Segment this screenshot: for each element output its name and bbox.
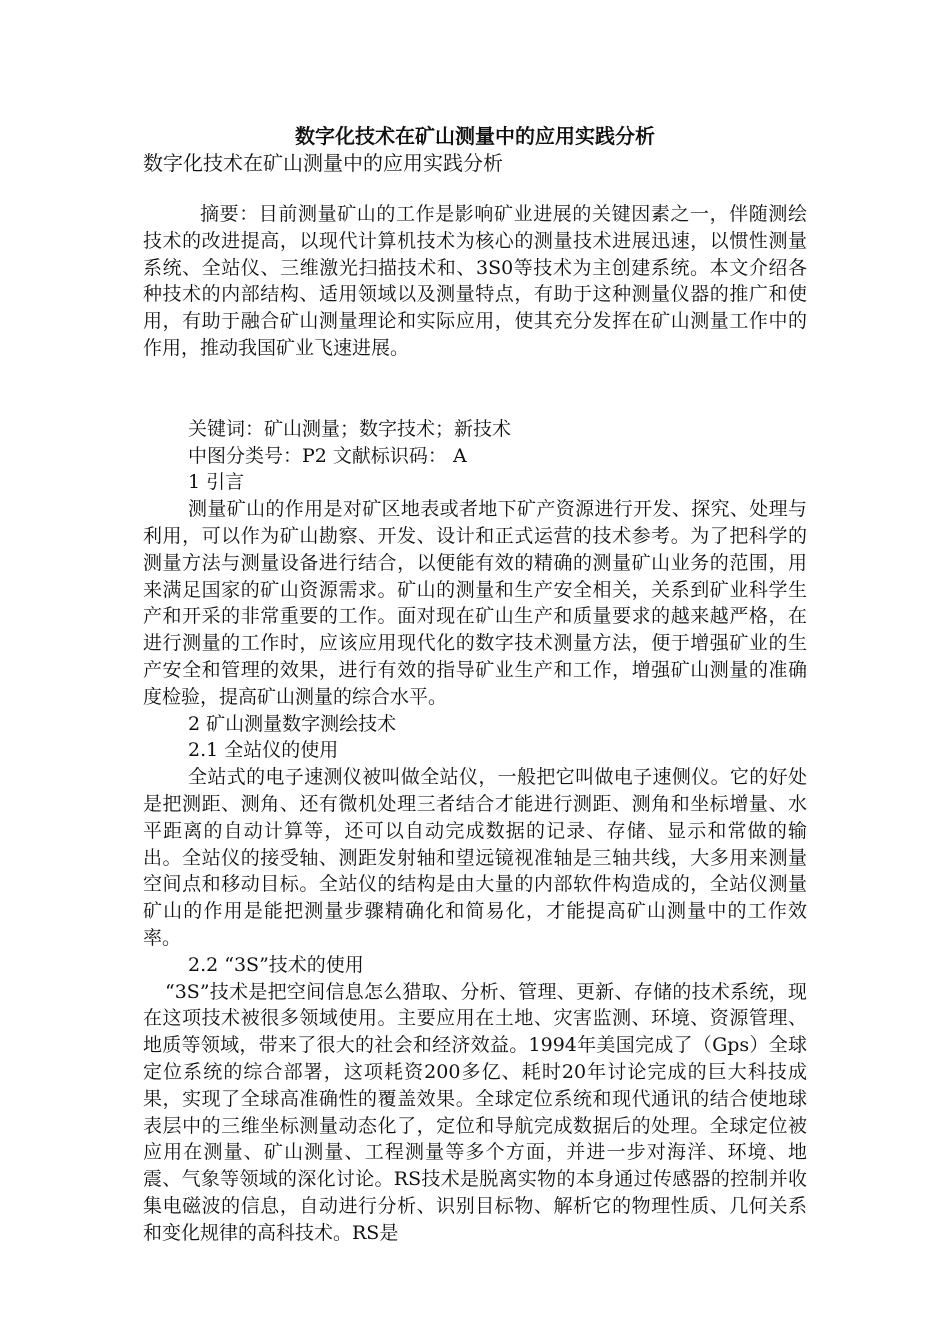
subsection-heading: 2.1 全站仪的使用: [188, 739, 339, 762]
keywords-line: 关键词：矿山测量；数字技术；新技术: [188, 417, 512, 440]
section-heading: 1 引言: [188, 471, 245, 494]
body-paragraph: 测量矿山的作用是对矿区地表或者地下矿产资源进行开发、探究、处理与利用，可以作为矿山勘察、开发、设计和正式运营的技术参考。为了把科学的测量方法与测量设备进行结合，以便能有效的精确的测量矿山业务的范围，用来满足国家的矿山资源需求。矿山的测量和生产安全相关，关系到矿业科学生产和开采的非常重要的工作。面对现在矿山生产和质量要求的越来越严格，在进行测量的工作时，应该应用现代化的数字技术测量方法，便于增强矿业的生产安全和管理的效果，进行有效的指导矿业生产和工作，增强矿山测量的准确度检验，提高矿山测量的综合水平。: [143, 498, 807, 708]
body-paragraph: “3S”技术是把空间信息怎么猎取、分析、管理、更新、存储的技术系统，现在这项技术被很多领域使用。主要应用在土地、灾害监测、环境、资源管理、地质等领域，带来了很大的社会和经济效益。1994年美国完成了（Gps）全球定位系统的综合部署，这项耗资200多亿、耗时20年讨论完成的巨大科技成果，实现了全球高准确性的覆盖效果。全球定位系统和现代通讯的结合使地球表层中的三维坐标测量动态化了，定位和导航完成数据后的处理。全球定位被应用在测量、矿山测量、工程测量等多个方面，并进一步对海洋、环境、地震、气象等领域的深化讨论。RS技术是脱离实物的本身通过传感器的控制并收集电磁波的信息，自动进行分析、识别目标物、解析它的物理性质、几何关系和变化规律的高科技术。RS是: [143, 980, 807, 1244]
section-heading: 2 矿山测量数字测绘技术: [188, 712, 397, 735]
document-title: 数字化技术在矿山测量中的应用实践分析: [295, 124, 655, 148]
spacer: [143, 362, 807, 416]
document-body: [143, 201, 807, 1246]
document-subtitle: 数字化技术在矿山测量中的应用实践分析: [143, 151, 503, 175]
classification-line: 中图分类号：P2 文献标识码： A: [188, 444, 467, 467]
subsection-heading: 2.2 “3S”技术的使用: [188, 953, 364, 976]
body-paragraph: 全站式的电子速测仪被叫做全站仪，一般把它叫做电子速侧仪。它的好处是把测距、测角、还有微机处理三者结合才能进行测距、测角和坐标增量、水平距离的自动计算等，还可以自动完成数据的记录、存储、显示和常做的输出。全站仪的接受轴、测距发射轴和望远镜视准轴是三轴共线，大多用来测量空间点和移动目标。全站仪的结构是由大量的内部软件构造成的，全站仪测量矿山的作用是能把测量步骤精确化和简易化，才能提高矿山测量中的工作效率。: [143, 766, 807, 949]
abstract-paragraph: 摘要：目前测量矿山的工作是影响矿业进展的关键因素之一，伴随测绘技术的改进提高，以现代计算机技术为核心的测量技术进展迅速，以惯性测量系统、全站仪、三维激光扫描技术和、3S0等技术为主创建系统。本文介绍各种技术的内部结构、适用领域以及测量特点，有助于这种测量仪器的推广和使用，有助于融合矿山测量理论和实际应用，使其充分发挥在矿山测量工作中的作用，推动我国矿业飞速进展。: [143, 203, 807, 359]
